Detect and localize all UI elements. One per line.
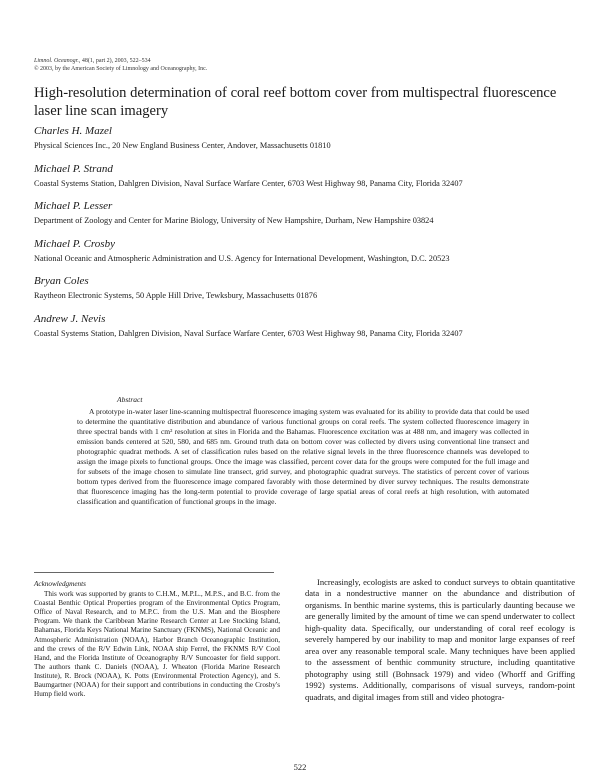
acknowledgments-section <box>34 580 280 699</box>
author-affiliation: Physical Sciences Inc., 20 New England Business Center, Andover, Massachusetts 01810 <box>34 141 331 150</box>
author-affiliation: Raytheon Electronic Systems, 50 Apple Hill Drive, Tewksbury, Massachusetts 01876 <box>34 291 318 300</box>
author-block <box>34 312 574 339</box>
author-affiliation: Department of Zoology and Center for Marine Biology, University of New Hampshire, Durham, New Hampshire 03824 <box>34 216 434 225</box>
acknowledgments-heading: Acknowledgments <box>34 580 86 588</box>
copyright-line: © 2003, by the American Society of Limnology and Oceanography, Inc. <box>34 66 208 72</box>
author-affiliation: National Oceanic and Atmospheric Administration and U.S. Agency for International Development, Washington, D.C. 20523 <box>34 253 450 263</box>
author-name: Michael P. Lesser <box>34 200 113 212</box>
page-number: 522 <box>293 762 307 772</box>
abstract-text: A prototype in-water laser line-scanning multispectral fluorescence imaging system was evaluated for its ability to provide data that could be used to determine the quantitative distribution and abundance of various functional groups on coral reefs. The system collected fluorescence imagery in three spectral bands with 1 cm² resolution at sites in Florida and the Bahamas. Fluorescence excitation was at 488 nm, and imagery was collected in emission bands centered at 520, 580, and 685 nm. Ground truth data on bottom cover was collected by divers using conventional line transect and photographic quadrat methods. A set of classification rules based on the relative signal levels in the three fluorescence channels was developed to assign the image pixels to functional groups. Once the image was classified, percent cover data for the groups were computed for the full image and for subsets of the image chosen to simulate line transect, grid survey, and photographic quadrat surveys. The statistics of percent cover of various bottom types derived from the fluorescence image compared favorably with those determined by diver survey techniques. The results demonstrate that fluorescence imaging has the long-term potential to provide coverage of large spatial areas of coral reefs at high resolution, with automated classification and quantification of functional groups in the image. <box>77 407 529 507</box>
author-block <box>34 274 574 301</box>
author-affiliation: Coastal Systems Station, Dahlgren Division, Naval Surface Warfare Center, 6703 West Highway 98, Panama City, Florida 32407 <box>34 328 463 338</box>
author-name: Andrew J. Nevis <box>34 312 106 325</box>
author-affiliation: Coastal Systems Station, Dahlgren Division, Naval Surface Warfare Center, 6703 West Highway 98, Panama City, Florida 32407 <box>34 178 463 188</box>
abstract-section <box>77 395 529 508</box>
footnote-divider <box>34 572 274 573</box>
abstract-heading: Abstract <box>117 395 143 404</box>
author-block <box>34 162 574 189</box>
intro-column <box>305 577 575 703</box>
intro-paragraph: Increasingly, ecologists are asked to conduct surveys to obtain quantitative data in a nondestructive manner on the abundance and distribution of organisms. In benthic marine systems, this is particularly daunting because we are generally limited by the amount of time we can spend underwater to collect high-quality data. Specifically, our understanding of coral reef ecology is severely hampered by our inability to map and monitor large expanses of reef area over any reasonable temporal scale. Many techniques have been applied to the assessment of benthic community structure, including quantitative photography using still (Bohnsack 1979) and video (Whorff and Griffing 1992) systems. Additionally, comparisons of visual surveys, random-point quadrats, and digital images from still and video photogra- <box>305 577 575 702</box>
author-block <box>34 199 574 226</box>
journal-header <box>34 57 207 73</box>
paper-title: High-resolution determination of coral reef bottom cover from multispectral fluorescence laser line scan imagery <box>34 85 557 119</box>
author-name: Michael P. Crosby <box>34 237 115 250</box>
acknowledgments-text: This work was supported by grants to C.H.M., M.P.L., M.P.S., and B.C. from the Coastal Benthic Optical Properties program of the Environmental Optics Program, Office of Naval Research, and to M.P.C. from the U.S. Man and the Biosphere Program. We thank the Caribbean Marine Research Center at Lee Stocking Island, Bahamas, Florida Keys National Marine Sanctuary (FKNMS), National Oceanic and Atmospheric Administration (NOAA), Harbor Branch Oceanographic Institution, and the crews of the R/V Edwin Link, NOAA ship Ferrel, the FKNMS R/V Cool Hand, and the Florida Institute of Oceanography R/V Suncoaster for field support. The authors thank C. Daniels (NOAA), J. Wheaton (Florida Marine Research Institute), R. Brock (NOAA), K. Potts (Environmental Protection Agency), and S. Baumgartner (NOAA) for their support and contributions in conducting the Crosby's Hump field work. <box>34 590 280 699</box>
author-name: Bryan Coles <box>34 275 89 287</box>
author-block <box>34 237 574 264</box>
author-list <box>34 124 574 349</box>
author-block <box>34 124 574 151</box>
author-name: Michael P. Strand <box>34 162 113 175</box>
author-name: Charles H. Mazel <box>34 125 112 137</box>
journal-citation: 48(1, part 2), 2003, 522–534 <box>80 58 151 64</box>
journal-name: Limnol. Oceanogr., <box>34 58 81 64</box>
